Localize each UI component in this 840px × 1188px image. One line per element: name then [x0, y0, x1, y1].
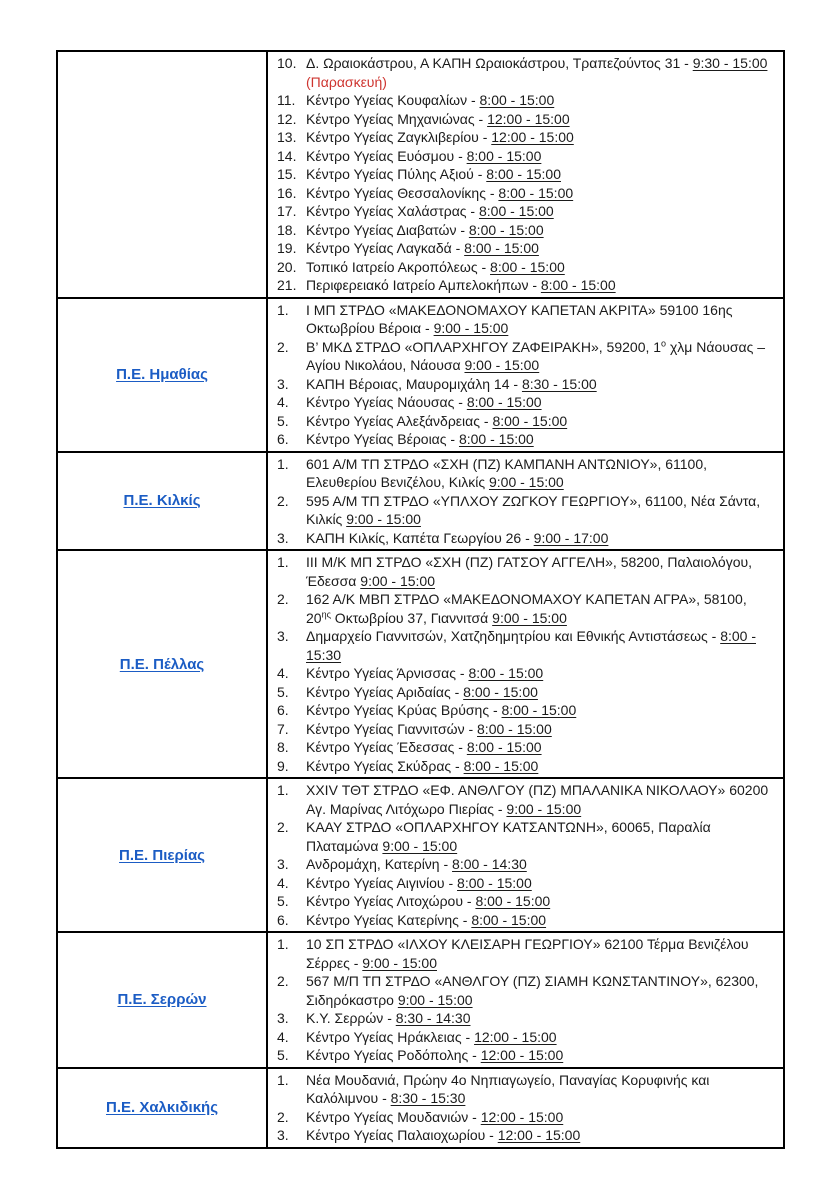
table-row [58, 551, 783, 779]
item-number: 4. [277, 1028, 289, 1045]
item-text [306, 54, 775, 91]
list-item [277, 430, 775, 449]
item-text [306, 1009, 775, 1028]
list-item [277, 258, 775, 277]
list-item [277, 110, 775, 129]
item-text [306, 165, 775, 184]
item-text [306, 1108, 775, 1127]
region-cell [58, 779, 268, 931]
region-cell [58, 551, 268, 777]
location-name: Οκτωβρίου 37, Γιαννιτσά [330, 609, 493, 626]
location-name: Κέντρο Υγείας Ζαγκλιβερίου - [306, 129, 492, 145]
item-number: 21. [277, 277, 297, 293]
item-text [306, 1028, 775, 1047]
item-number: 5. [277, 412, 289, 429]
location-name: ΚΑΑΥ ΣΤΡΔΟ «ΟΠΛΑΡΧΗΓΟΥ ΚΑΤΣΑΝΤΩΝΗ», 60065, Παραλία Πλαταμώνα [306, 819, 711, 854]
time-range: 8:00 - 15:00 [466, 739, 542, 755]
time-range: 9:00 - 15:00 [464, 357, 540, 373]
item-text [306, 892, 775, 911]
region-link[interactable]: Π.Ε. Σερρών [117, 991, 207, 1009]
region-link[interactable]: Π.Ε. Πέλλας [119, 655, 205, 673]
item-number: 1. [277, 936, 289, 952]
item-number: 19. [277, 240, 297, 256]
list-item [277, 701, 775, 720]
item-text [306, 1071, 775, 1108]
list-item [277, 492, 775, 529]
item-text [306, 664, 775, 683]
time-range: 8:00 - 15:00 [463, 683, 538, 700]
time-range: 8:00 - 15:00 [468, 665, 544, 681]
items-cell [268, 779, 783, 931]
list-item [277, 1009, 775, 1028]
time-range: 12:00 - 15:00 [497, 1127, 581, 1143]
item-text [306, 128, 775, 147]
time-range: 8:00 - 15:00 [486, 166, 561, 182]
item-text [306, 239, 775, 258]
items-cell [268, 1069, 783, 1147]
list-item [277, 553, 775, 590]
item-text [306, 412, 775, 431]
item-number: 2. [277, 492, 289, 509]
item-text [306, 701, 775, 720]
item-number: 13. [277, 129, 297, 145]
location-name: 162 Α/Κ ΜΒΠ ΣΤΡΔΟ «ΜΑΚΕΔΟΝΟΜΑΧΟΥ ΚΑΠΕΤΑΝ ΑΓΡΑ», 58100, 20 [306, 591, 747, 626]
region-link[interactable]: Π.Ε. Χαλκιδικής [105, 1099, 219, 1116]
item-text [306, 184, 775, 203]
location-name: Κέντρο Υγείας Άρνισσας - [306, 665, 469, 681]
location-name: Δ. Ωραιοκάστρου, Α ΚΑΠΗ Ωραιοκάστρου, Τραπεζούντος 31 - [306, 55, 693, 71]
item-number: 2. [277, 591, 289, 607]
location-name: Κέντρο Υγείας Μουδανιών - [306, 1108, 481, 1125]
item-number: 1. [277, 1071, 289, 1088]
list-item [277, 664, 775, 683]
location-name: Κέντρο Υγείας Θεσσαλονίκης - [306, 184, 499, 201]
item-text [306, 874, 775, 893]
item-number: 8. [277, 739, 289, 755]
item-number: 18. [277, 221, 297, 238]
time-range: 9:00 - 15:00 [488, 474, 564, 490]
item-text [306, 972, 775, 1009]
item-number: 2. [277, 973, 289, 989]
item-number: 10. [277, 55, 297, 71]
item-number: 20. [277, 258, 297, 275]
list-item [277, 683, 775, 702]
time-range: 8:00 - 15:00 [498, 184, 574, 201]
location-name: Κέντρο Υγείας Αιγινίου - [306, 874, 458, 891]
table-row [58, 933, 783, 1069]
list-item [277, 1071, 775, 1108]
ordinal-suffix: ης [321, 608, 331, 619]
location-name: Κέντρο Υγείας Κρύας Βρύσης - [306, 702, 502, 718]
item-number: 17. [277, 203, 297, 219]
region-link[interactable]: Π.Ε. Κιλκίς [123, 492, 201, 510]
location-name: Τοπικό Ιατρείο Ακροπόλεως - [306, 258, 491, 275]
table-row [58, 1069, 783, 1147]
item-number: 6. [277, 702, 289, 718]
region-link[interactable]: Π.Ε. Ημαθίας [116, 366, 208, 383]
time-range: 9:30 - 15:00 [692, 55, 768, 71]
item-text [306, 455, 775, 492]
item-text [306, 781, 775, 818]
location-name: Κέντρο Υγείας Αριδαίας - [306, 683, 464, 700]
item-text [306, 855, 775, 874]
day-note: (Παρασκευή) [306, 73, 387, 90]
time-range: 8:00 - 15:00 [479, 92, 555, 108]
list-item [277, 781, 775, 818]
time-range: 8:30 - 15:00 [521, 375, 597, 392]
item-text [306, 338, 775, 375]
item-number: 3. [277, 375, 289, 392]
items-cell [268, 551, 783, 777]
list-item [277, 1126, 775, 1145]
location-name: χλμ Νάουσας – Αγίου Νικολάου, Νάουσα [306, 338, 766, 373]
item-number: 5. [277, 893, 289, 909]
location-name: Ι ΜΠ ΣΤΡΔΟ «ΜΑΚΕΔΟΝΟΜΑΧΟΥ ΚΑΠΕΤΑΝ ΑΚΡΙΤΑ» 59100 16ης Οκτωβρίου Βέροια - [306, 301, 733, 336]
location-name: ΚΑΠΗ Βέροιας, Μαυρομιχάλη 14 - [306, 375, 522, 392]
item-number: 15. [277, 166, 297, 182]
item-text [306, 757, 775, 776]
list-item [277, 1046, 775, 1065]
time-range: 9:00 - 15:00 [492, 609, 567, 626]
item-number: 1. [277, 455, 289, 472]
location-name: ΙΙΙ Μ/Κ ΜΠ ΣΤΡΔΟ «ΣΧΗ (ΠΖ) ΓΑΤΣΟΥ ΑΓΓΕΛΗ», 58200, Παλαιολόγου, Έδεσσα [306, 554, 753, 589]
location-name: Ανδρομάχη, Κατερίνη - [306, 856, 453, 872]
list-item [277, 590, 775, 627]
item-text [306, 818, 775, 855]
region-cell [58, 52, 268, 297]
item-number: 5. [277, 1047, 289, 1063]
list-item [277, 412, 775, 431]
list-item [277, 892, 775, 911]
location-name: 567 Μ/Π ΤΠ ΣΤΡΔΟ «ΑΝΘΛΓΟΥ (ΠΖ) ΣΙΑΜΗ ΚΩΝΣΤΑΝΤΙΝΟΥ», 62300, Σιδηρόκαστρο [306, 973, 759, 1008]
time-range: 8:00 - 15:00 [457, 874, 532, 891]
item-text [306, 147, 775, 166]
list-item [277, 972, 775, 1009]
time-range: 8:00 - 15:00 [478, 203, 554, 219]
time-range: 9:00 - 15:00 [506, 800, 582, 817]
location-name: Δημαρχείο Γιαννιτσών, Χατζηδημητρίου και Εθνικής Αντιστάσεως - [306, 628, 721, 644]
item-text [306, 627, 775, 664]
list-item [277, 627, 775, 664]
location-name: Κέντρο Υγείας Πύλης Αξιού - [306, 166, 487, 182]
location-name: Κ.Υ. Σερρών - [306, 1010, 396, 1026]
location-name: Κέντρο Υγείας Ευόσμου - [306, 147, 467, 164]
location-name: Κέντρο Υγείας Ηράκλειας - [306, 1028, 475, 1045]
time-range: 8:30 - 14:30 [395, 1010, 471, 1026]
location-name: Νέα Μουδανιά, Πρώην 4ο Νηπιαγωγείο, Παναγίας Κορυφινής και Καλόλιμνου - [306, 1071, 710, 1106]
list-item [277, 935, 775, 972]
region-cell [58, 933, 268, 1067]
locations-table [56, 50, 785, 1149]
time-range: 8:00 - 15:00 [492, 412, 568, 429]
location-name: 595 Α/Μ ΤΠ ΣΤΡΔΟ «ΥΠΛΧΟΥ ΖΩΓΚΟΥ ΓΕΩΡΓΙΟΥ», 61100, Νέα Σάντα, Κιλκίς [306, 492, 761, 527]
item-text [306, 492, 775, 529]
list-item [277, 855, 775, 874]
list-item [277, 529, 775, 548]
item-text [306, 258, 775, 277]
items-cell [268, 299, 783, 451]
list-item [277, 147, 775, 166]
item-text [306, 276, 775, 295]
list-item [277, 202, 775, 221]
item-number: 1. [277, 782, 289, 798]
item-number: 9. [277, 757, 289, 774]
time-range: 8:00 - 15:00 [466, 147, 542, 164]
item-text [306, 720, 775, 739]
location-name: Κέντρο Υγείας Μηχανιώνας - [306, 110, 488, 127]
list-item [277, 91, 775, 110]
item-text [306, 430, 775, 449]
region-cell [58, 299, 268, 451]
item-number: 14. [277, 147, 297, 164]
item-number: 4. [277, 665, 289, 681]
list-item [277, 338, 775, 375]
item-text [306, 91, 775, 110]
time-range: 8:00 - 15:00 [490, 258, 565, 275]
location-name: Κέντρο Υγείας Διαβατών - [306, 221, 469, 238]
item-text [306, 683, 775, 702]
time-range: 8:00 - 15:00 [475, 893, 551, 909]
time-range: 8:00 - 15:00 [468, 221, 544, 238]
table-row [58, 453, 783, 552]
time-range: 12:00 - 15:00 [487, 110, 570, 127]
item-number: 12. [277, 110, 297, 127]
time-range: 9:00 - 15:00 [397, 991, 473, 1008]
item-number: 7. [277, 720, 289, 737]
location-name: 601 Α/Μ ΤΠ ΣΤΡΔΟ «ΣΧΗ (ΠΖ) ΚΑΜΠΑΝΗ ΑΝΤΩΝΙΟΥ», 61100, Ελευθερίου Βενιζέλου, Κιλκίς [306, 455, 708, 490]
item-text [306, 110, 775, 129]
location-name: Κέντρο Υγείας Κατερίνης - [306, 911, 472, 928]
location-name: Κέντρο Υγείας Αλεξάνδρειας - [306, 412, 493, 429]
time-range: 9:00 - 15:00 [382, 837, 458, 854]
item-text [306, 1126, 775, 1145]
item-text [306, 1046, 775, 1065]
time-range: 12:00 - 15:00 [491, 129, 574, 145]
location-name: ΚΑΠΗ Κιλκίς, Καπέτα Γεωργίου 26 - [306, 529, 534, 546]
item-text [306, 375, 775, 394]
location-name: Κέντρο Υγείας Έδεσσας - [306, 739, 467, 755]
location-name: Κέντρο Υγείας Χαλάστρας - [306, 203, 479, 219]
item-number: 1. [277, 301, 289, 318]
table-row [58, 779, 783, 933]
list-item [277, 375, 775, 394]
time-range: 8:00 - 15:00 [463, 757, 539, 774]
list-item [277, 276, 775, 295]
list-item [277, 128, 775, 147]
time-range: 12:00 - 15:00 [474, 1028, 557, 1045]
time-range: 8:00 - 15:00 [477, 720, 552, 737]
region-cell [58, 1069, 268, 1147]
item-number: 3. [277, 1127, 289, 1143]
region-link[interactable]: Π.Ε. Πιερίας [119, 846, 205, 864]
list-item [277, 455, 775, 492]
items-cell [268, 933, 783, 1067]
location-name: 10 ΣΠ ΣΤΡΔΟ «ΙΛΧΟΥ ΚΛΕΙΣΑΡΗ ΓΕΩΡΓΙΟΥ» 62100 Τέρμα Βενιζέλου Σέρρες - [306, 936, 749, 971]
location-name: Β’ ΜΚΔ ΣΤΡΔΟ «ΟΠΛΑΡΧΗΓΟΥ ΖΑΦΕΙΡΑΚΗ», 59200, 1 [306, 338, 662, 355]
list-item [277, 165, 775, 184]
item-text [306, 202, 775, 221]
item-text [306, 738, 775, 757]
location-name: Κέντρο Υγείας Λιτοχώρου - [306, 893, 476, 909]
list-item [277, 738, 775, 757]
item-text [306, 529, 775, 548]
item-number: 3. [277, 628, 289, 644]
item-number: 5. [277, 683, 289, 700]
item-number: 4. [277, 394, 289, 410]
item-number: 6. [277, 911, 289, 928]
list-item [277, 757, 775, 776]
time-range: 9:00 - 15:00 [433, 320, 509, 336]
list-item [277, 221, 775, 240]
item-number: 2. [277, 819, 289, 835]
item-number: 1. [277, 554, 289, 570]
list-item [277, 393, 775, 412]
item-number: 3. [277, 1010, 289, 1026]
item-number: 4. [277, 874, 289, 891]
item-number: 16. [277, 184, 297, 201]
time-range: 9:00 - 17:00 [533, 529, 609, 546]
time-range: 9:00 - 15:00 [346, 511, 421, 527]
item-text [306, 590, 775, 627]
location-name: Κέντρο Υγείας Νάουσας - [306, 394, 467, 410]
location-name: Κέντρο Υγείας Βέροιας - [306, 431, 459, 447]
item-text [306, 301, 775, 338]
time-range: 8:30 - 15:30 [390, 1090, 466, 1106]
time-range: 8:00 - 15:00 [501, 702, 577, 718]
time-range: 12:00 - 15:00 [480, 1108, 564, 1125]
item-number: 3. [277, 529, 289, 546]
location-name: Κέντρο Υγείας Παλαιοχωρίου - [306, 1127, 498, 1143]
table-row [58, 299, 783, 453]
location-name: XXIV ΤΘΤ ΣΤΡΔΟ «ΕΦ. ΑΝΘΛΓΟΥ (ΠΖ) ΜΠΑΛΑΝΙΚΑ ΝΙΚΟΛΑΟΥ» 60200 Αγ. Μαρίνας Λιτόχωρο Πιερίας - [306, 782, 769, 817]
location-name: Κέντρο Υγείας Λαγκαδά - [306, 240, 465, 256]
location-name: Κέντρο Υγείας Ροδόπολης - [306, 1047, 481, 1063]
item-text [306, 221, 775, 240]
time-range: 8:00 - 14:30 [452, 856, 527, 872]
list-item [277, 239, 775, 258]
list-item [277, 720, 775, 739]
table-row [58, 52, 783, 299]
item-number: 2. [277, 1108, 289, 1125]
item-number: 2. [277, 338, 289, 355]
list-item [277, 818, 775, 855]
location-name: Κέντρο Υγείας Κουφαλίων - [306, 92, 480, 108]
item-text [306, 393, 775, 412]
time-range: 9:00 - 15:00 [362, 954, 437, 971]
time-range: 8:00 - 15:30 [306, 628, 756, 663]
time-range: 12:00 - 15:00 [480, 1047, 564, 1063]
time-range: 8:00 - 15:00 [464, 240, 539, 256]
time-range: 8:00 - 15:00 [466, 394, 542, 410]
list-item [277, 911, 775, 930]
item-text [306, 553, 775, 590]
region-cell [58, 453, 268, 550]
list-item [277, 301, 775, 338]
time-range: 8:00 - 15:00 [458, 431, 534, 447]
item-number: 11. [277, 92, 296, 108]
list-item [277, 54, 775, 91]
list-item [277, 874, 775, 893]
list-item [277, 1028, 775, 1047]
location-name: Περιφερειακό Ιατρείο Αμπελοκήπων - [306, 277, 541, 293]
list-item [277, 184, 775, 203]
time-range: 8:00 - 15:00 [540, 277, 616, 293]
ordinal-suffix: ο [661, 337, 667, 348]
item-number: 3. [277, 856, 289, 872]
item-number: 6. [277, 431, 289, 447]
location-name: Κέντρο Υγείας Γιαννιτσών - [306, 720, 478, 737]
list-item [277, 1108, 775, 1127]
time-range: 8:00 - 15:00 [471, 911, 547, 928]
location-name: Κέντρο Υγείας Σκύδρας - [306, 757, 464, 774]
items-cell [268, 453, 783, 550]
items-cell [268, 52, 783, 297]
item-text [306, 935, 775, 972]
time-range: 9:00 - 15:00 [360, 572, 436, 589]
item-text [306, 911, 775, 930]
